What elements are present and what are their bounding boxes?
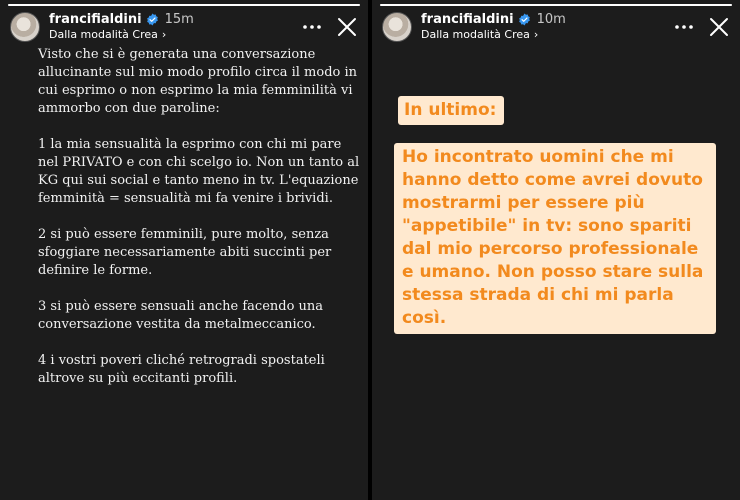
story-left[interactable] [0, 0, 368, 500]
story-subtitle-link[interactable] [49, 28, 194, 42]
subtitle-text: Dalla modalità Crea [421, 28, 530, 41]
story-progress-bar [8, 4, 360, 6]
paragraph-2: 2 si può essere femminili, pure molto, senza sfoggiare necessariamente abiti succinti per definire le forme. [38, 227, 332, 278]
verified-badge-icon [146, 13, 159, 26]
chevron-right-icon: › [533, 28, 539, 41]
avatar[interactable] [382, 12, 412, 42]
story-meta [49, 12, 194, 42]
close-icon[interactable] [336, 16, 358, 38]
story-progress-fill [380, 4, 732, 6]
paragraph-1: 1 la mia sensualità la esprimo con chi mi pare nel PRIVATO e con chi scelgo io. Non un tanto al KG qui sui social e tanto meno in tv. L'equazione femminità = sensualità mi fa venire i brividi. [38, 137, 360, 206]
username[interactable]: francifialdini [421, 12, 514, 27]
story-subtitle-link[interactable] [421, 28, 566, 42]
subtitle-text: Dalla modalità Crea [49, 28, 158, 41]
username[interactable]: francifialdini [49, 12, 142, 27]
story-progress-bar [380, 4, 732, 6]
timestamp: 15m [164, 12, 194, 27]
story-text [38, 46, 360, 388]
timestamp: 10m [536, 12, 566, 27]
paragraph-3: 3 si può essere sensuali anche facendo una conversazione vestita da metalmeccanico. [38, 299, 324, 332]
paragraph-intro: Visto che si è generata una conversazione allucinante sul mio modo profilo circa il modo in cui esprimo o non esprimo la mia femminilità vi ammorbo con due paroline: [38, 47, 358, 116]
more-options-icon[interactable] [302, 17, 322, 37]
story-meta [421, 12, 566, 42]
close-icon[interactable] [708, 16, 730, 38]
more-options-icon[interactable] [674, 17, 694, 37]
avatar[interactable] [10, 12, 40, 42]
chevron-right-icon: › [161, 28, 167, 41]
verified-badge-icon [518, 13, 531, 26]
highlight-text: Ho incontrato uomini che mi hanno detto come avrei dovuto mostrarmi per essere più "appetibile" in tv: sono spariti dal mio percorso professionale e umano. Non posso stare sulla stessa strada di chi mi parla così. [394, 143, 716, 334]
story-progress-fill [8, 4, 360, 6]
highlight-title: In ultimo: [398, 96, 504, 125]
story-header [382, 10, 730, 44]
story-header [10, 10, 358, 44]
paragraph-4: 4 i vostri poveri cliché retrogradi spostateli altrove su più eccitanti profili. [38, 353, 325, 386]
